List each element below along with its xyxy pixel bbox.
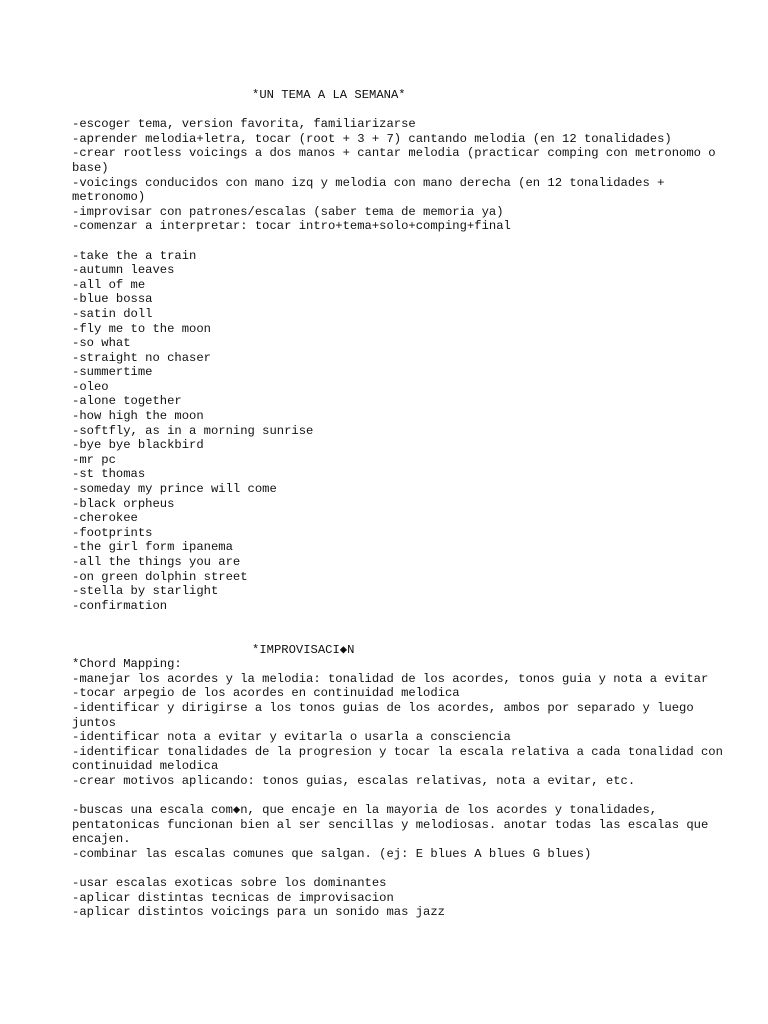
- step-item: -voicings conducidos con mano izq y melodia con mano derecha (en 12 tonalidades + metronomo): [72, 175, 672, 205]
- weekly-steps-list: [72, 117, 732, 234]
- step-item: -improvisar con patrones/escalas (saber tema de memoria ya): [72, 204, 504, 219]
- chord-mapping-item: -tocar arpegio de los acordes en continuidad melodica: [72, 686, 460, 701]
- chord-mapping-item: -manejar los acordes y la melodia: tonalidad de los acordes, tonos guia y nota a evitar: [72, 671, 709, 686]
- scales-item: -buscas una escala com◆n, que encaje en la mayoria de los acordes y tonalidades, pentatonicas funcionan bien al ser sencillas y melodiosas. anotar todas las escalas que encajen.: [72, 803, 716, 847]
- step-item: -escoger tema, version favorita, familiarizarse: [72, 117, 416, 132]
- tune-list: [72, 249, 732, 614]
- tune-item: -confirmation: [72, 598, 168, 613]
- chord-mapping-item: -identificar tonalidades de la progresion y tocar la escala relativa a cada tonalidad con continuidad melodica: [72, 744, 731, 774]
- spacer: [72, 861, 732, 876]
- tune-item: -summertime: [72, 365, 153, 380]
- extras-item: -aplicar distintos voicings para un sonido mas jazz: [72, 905, 445, 920]
- section-title-improvisacion: *IMPROVISACI◆N: [252, 642, 355, 657]
- tune-item: -on green dolphin street: [72, 569, 248, 584]
- tune-item: -alone together: [72, 394, 182, 409]
- tune-item: -autumn leaves: [72, 263, 175, 278]
- tune-item: -footprints: [72, 525, 153, 540]
- chord-mapping-item: -identificar nota a evitar y evitarla o usarla a consciencia: [72, 730, 511, 745]
- extras-item: -usar escalas exoticas sobre los dominantes: [72, 876, 387, 891]
- subsection-title-chord-mapping: *Chord Mapping:: [72, 657, 182, 672]
- tune-item: -blue bossa: [72, 292, 153, 307]
- tune-item: -black orpheus: [72, 496, 175, 511]
- tune-item: -all the things you are: [72, 555, 241, 569]
- tune-item: -cherokee: [72, 511, 138, 526]
- chord-mapping-item: -identificar y dirigirse a los tonos guias de los acordes, ambos por separado y luego juntos: [72, 700, 701, 730]
- chord-mapping-list: [72, 672, 732, 789]
- step-item: -aprender melodia+letra, tocar (root + 3 + 7) cantando melodia (en 12 tonalidades): [72, 131, 672, 146]
- step-item: -crear rootless voicings a dos manos + cantar melodia (practicar comping con metronomo o base): [72, 146, 723, 175]
- section-title-tema-semana: *UN TEMA A LA SEMANA*: [252, 88, 406, 102]
- chord-mapping-item: -crear motivos aplicando: tonos guias, escalas relativas, nota a evitar, etc.: [72, 773, 636, 788]
- tune-item: -someday my prince will come: [72, 482, 277, 497]
- tune-item: -fly me to the moon: [72, 321, 211, 336]
- scales-item: -combinar las escalas comunes que salgan. (ej: E blues A blues G blues): [72, 846, 592, 861]
- document-page: [72, 88, 732, 920]
- step-item: -comenzar a interpretar: tocar intro+tema+solo+comping+final: [72, 219, 511, 234]
- spacer: [72, 103, 732, 118]
- tune-item: -st thomas: [72, 467, 146, 482]
- tune-item: -the girl form ipanema: [72, 540, 233, 555]
- spacer: [72, 613, 732, 642]
- tune-item: -all of me: [72, 277, 146, 292]
- tune-item: -softfly, as in a morning sunrise: [72, 423, 314, 438]
- extras-item: -aplicar distintas tecnicas de improvisacion: [72, 890, 394, 905]
- tune-item: -stella by starlight: [72, 584, 219, 599]
- tune-item: -how high the moon: [72, 409, 204, 424]
- tune-item: -bye bye blackbird: [72, 438, 204, 453]
- tune-item: -oleo: [72, 379, 109, 394]
- extras-list: [72, 876, 732, 920]
- tune-item: -straight no chaser: [72, 350, 211, 365]
- tune-item: -take the a train: [72, 248, 197, 263]
- spacer: [72, 789, 732, 804]
- tune-item: -so what: [72, 336, 131, 351]
- scales-list: [72, 803, 732, 861]
- spacer: [72, 234, 732, 249]
- tune-item: -mr pc: [72, 452, 116, 467]
- tune-item: -satin doll: [72, 306, 153, 321]
